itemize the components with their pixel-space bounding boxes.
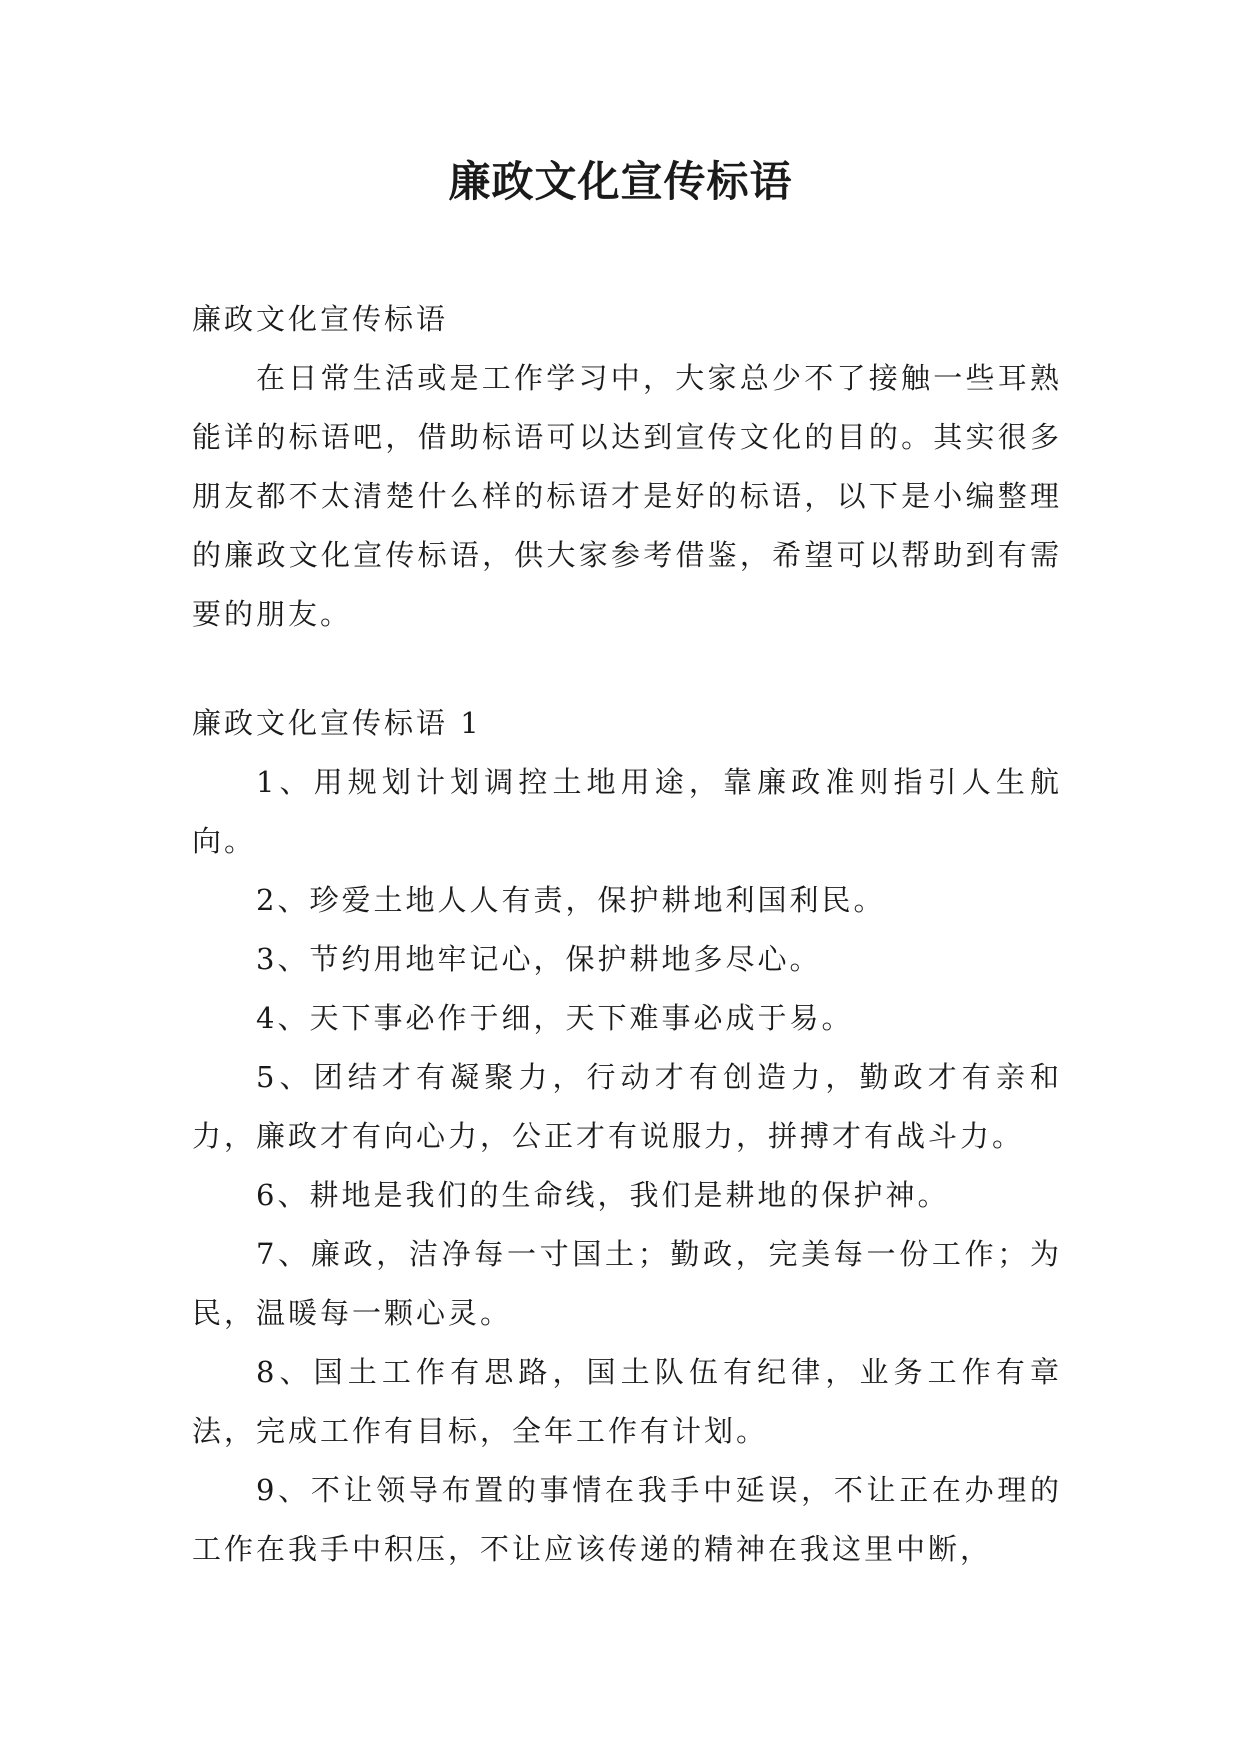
section-heading: 廉政文化宣传标语 1 (192, 706, 482, 740)
slogan-item: 1、用规划计划调控土地用途，靠廉政准则指引人生航向。 (192, 765, 1062, 858)
slogan-item: 4、天下事必作于细，天下难事必成于易。 (256, 1001, 854, 1035)
intro-paragraph: 在日常生活或是工作学习中，大家总少不了接触一些耳熟能详的标语吧，借助标语可以达到宣传文化的目的。其实很多朋友都不太清楚什么样的标语才是好的标语，以下是小编整理的廉政文化宣传标语，供大家参考借鉴，希望可以帮助到有需要的朋友。 (192, 361, 1062, 631)
slogan-item: 8、国土工作有思路，国土队伍有纪律，业务工作有章法，完成工作有目标，全年工作有计划。 (192, 1355, 1062, 1448)
document-title: 廉政文化宣传标语 (448, 157, 793, 206)
slogan-item: 3、节约用地牢记心，保护耕地多尽心。 (256, 942, 822, 976)
document-subtitle: 廉政文化宣传标语 (192, 302, 449, 336)
slogan-item: 5、团结才有凝聚力，行动才有创造力，勤政才有亲和力，廉政才有向心力，公正才有说服力，拼搏才有战斗力。 (192, 1060, 1062, 1153)
slogan-item: 9、不让领导布置的事情在我手中延误，不让正在办理的工作在我手中积压，不让应该传递的精神在我这里中断， (192, 1473, 1062, 1566)
slogan-item: 7、廉政，洁净每一寸国土；勤政，完美每一份工作；为民，温暖每一颗心灵。 (192, 1237, 1062, 1330)
section-spacer (192, 644, 1062, 694)
slogan-item: 6、耕地是我们的生命线，我们是耕地的保护神。 (256, 1178, 950, 1212)
document-body (192, 290, 1062, 1579)
slogan-item: 2、珍爱土地人人有责，保护耕地利国利民。 (256, 883, 886, 917)
